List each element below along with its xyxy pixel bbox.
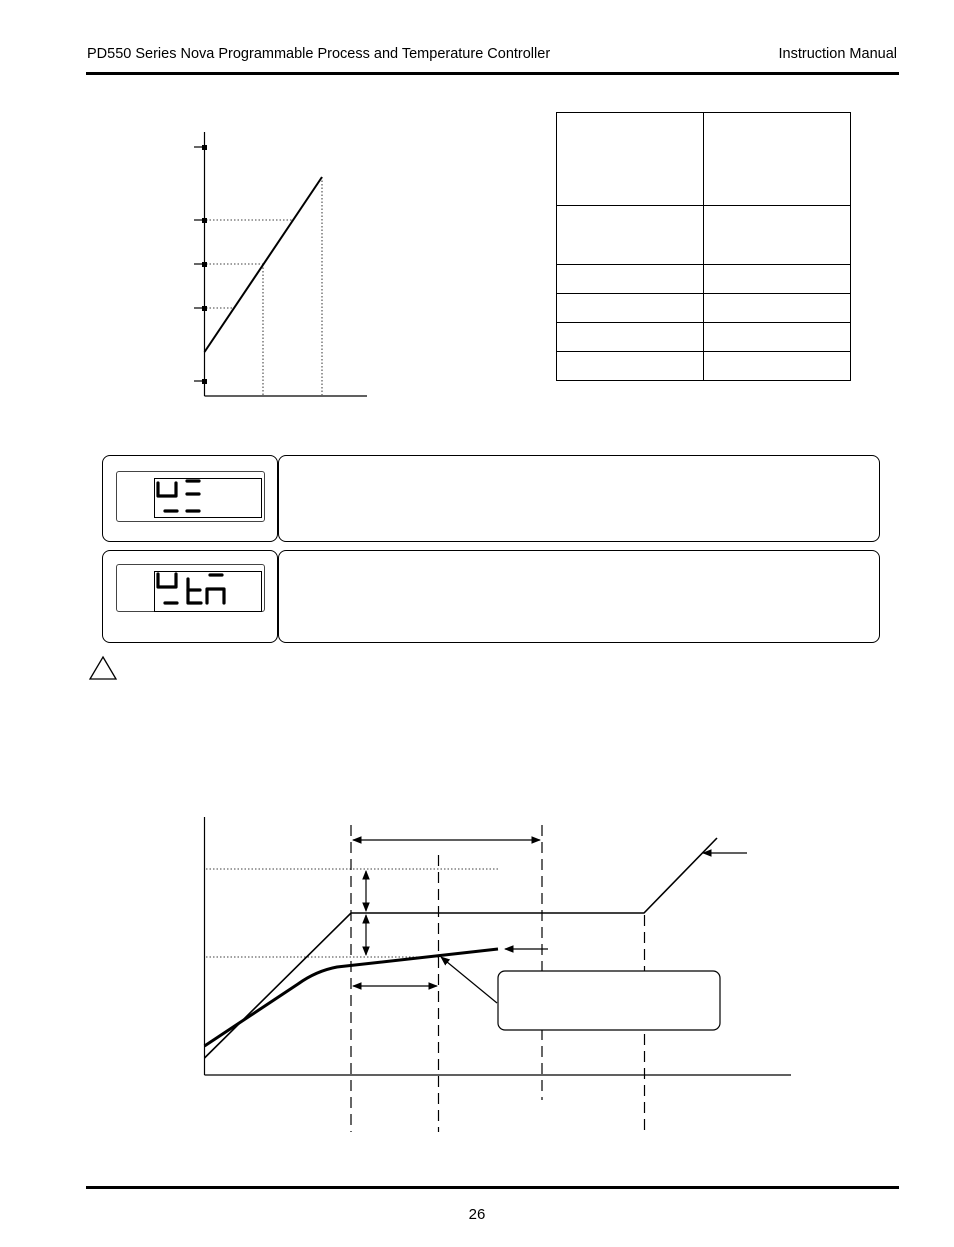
page-number: 26: [468, 1206, 486, 1223]
footer-rule: [86, 1186, 899, 1189]
ramp-diagram-callout-pointer: [441, 957, 497, 1003]
header-title: PD550 Series Nova Programmable Process and Temperature Controller: [87, 46, 551, 62]
ramp-diagram-callout-box: [498, 971, 720, 1030]
header-manual-label: Instruction Manual: [778, 46, 897, 62]
